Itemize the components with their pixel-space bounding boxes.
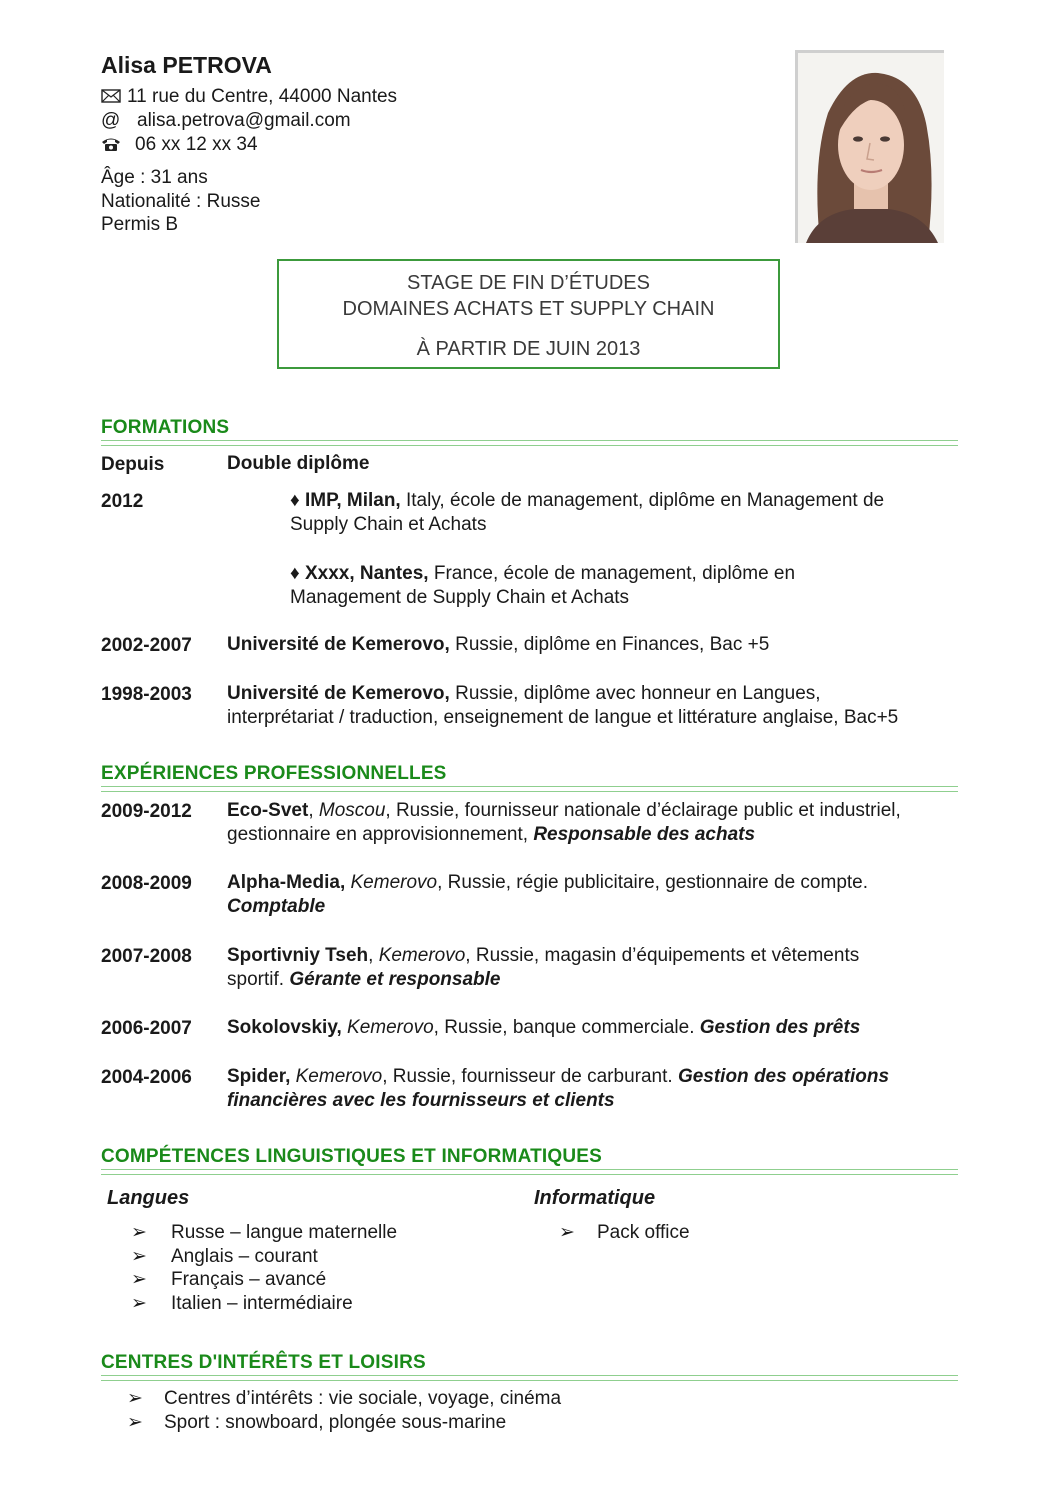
- experience-entry: Eco-Svet, Moscou, Russie, fournisseur nationale d’éclairage public et industriel, gestionnaire en approvisionnement, Responsable des achats: [227, 800, 901, 845]
- language-item: ➢ Français – avancé: [131, 1269, 327, 1290]
- formation-item-imp: ♦ IMP, Milan, Italy, école de management, diplôme en Management de Supply Chain et Achats: [290, 490, 885, 535]
- it-subtitle: Informatique: [534, 1187, 656, 1209]
- phone-icon: [101, 134, 135, 156]
- experience-date: 2007-2008: [101, 946, 192, 967]
- section-title-skills: COMPÉTENCES LINGUISTIQUES ET INFORMATIQUES: [101, 1146, 603, 1167]
- diamond-bullet-icon: ♦: [290, 563, 305, 584]
- language-item: ➢ Italien – intermédiaire: [131, 1293, 353, 1314]
- arrow-bullet-icon: ➢: [559, 1222, 575, 1243]
- experience-entry: Sokolovskiy, Kemerovo, Russie, banque commerciale. Gestion des prêts: [227, 1017, 861, 1038]
- section-divider: [101, 1169, 958, 1175]
- arrow-bullet-icon: ➢: [127, 1412, 143, 1433]
- envelope-icon: [101, 86, 127, 108]
- interest-item: ➢ Centres d’intérêts : vie sociale, voyage, cinéma: [127, 1388, 562, 1409]
- section-title-interests: CENTRES D'INTÉRÊTS ET LOISIRS: [101, 1352, 426, 1373]
- section-divider: [101, 1375, 958, 1381]
- license-text: Permis B: [101, 214, 179, 235]
- experience-entry: Alpha-Media, Kemerovo, Russie, régie publicitaire, gestionnaire de compte. Comptable: [227, 872, 869, 917]
- candidate-name: Alisa PETROVA: [101, 52, 272, 78]
- objective-line-3: À PARTIR DE JUIN 2013: [416, 338, 641, 360]
- at-icon: @: [101, 110, 121, 131]
- nationality-text: Nationalité : Russe: [101, 191, 261, 212]
- formation-date: 1998-2003: [101, 684, 192, 705]
- phone-text: 06 xx 12 xx 34: [135, 134, 258, 155]
- age-text: Âge : 31 ans: [101, 167, 208, 188]
- experience-date: 2009-2012: [101, 801, 192, 822]
- experience-entry: Spider, Kemerovo, Russie, fournisseur de carburant. Gestion des opérations financières avec les fournisseurs et clients: [227, 1066, 890, 1111]
- arrow-bullet-icon: ➢: [131, 1222, 147, 1243]
- section-title-experiences: EXPÉRIENCES PROFESSIONNELLES: [101, 763, 447, 784]
- address-line: [101, 86, 397, 108]
- formation-header-date: Depuis: [101, 454, 165, 475]
- formation-item-nantes: ♦ Xxxx, Nantes, France, école de management, diplôme en Management de Supply Chain et Achats: [290, 563, 796, 608]
- email-text[interactable]: alisa.petrova@gmail.com: [137, 110, 351, 131]
- diamond-bullet-icon: ♦: [290, 490, 305, 511]
- formation-entry: Université de Kemerovo, Russie, diplôme en Finances, Bac +5: [227, 634, 770, 655]
- languages-subtitle: Langues: [107, 1187, 190, 1209]
- experience-entry: Sportivniy Tseh, Kemerovo, Russie, magasin d’équipements et vêtements sportif. Gérante et responsable: [227, 945, 860, 990]
- experience-date: 2008-2009: [101, 873, 192, 894]
- arrow-bullet-icon: ➢: [131, 1293, 147, 1314]
- address-text: 11 rue du Centre, 44000 Nantes: [127, 86, 398, 107]
- arrow-bullet-icon: ➢: [131, 1269, 147, 1290]
- language-item: ➢ Anglais – courant: [131, 1246, 318, 1267]
- section-title-formations: FORMATIONS: [101, 417, 230, 438]
- objective-box: [277, 259, 780, 369]
- interest-item: ➢ Sport : snowboard, plongée sous-marine: [127, 1412, 507, 1433]
- formation-year: 2012: [101, 491, 144, 512]
- objective-line-2: DOMAINES ACHATS ET SUPPLY CHAIN: [342, 298, 715, 320]
- objective-line-1: STAGE DE FIN D’ÉTUDES: [407, 272, 650, 294]
- experience-date: 2006-2007: [101, 1018, 192, 1039]
- section-divider: [101, 440, 958, 446]
- arrow-bullet-icon: ➢: [131, 1246, 147, 1267]
- arrow-bullet-icon: ➢: [127, 1388, 143, 1409]
- formation-date: 2002-2007: [101, 635, 192, 656]
- formation-header-label: Double diplôme: [227, 453, 370, 474]
- language-item: ➢ Russe – langue maternelle: [131, 1222, 398, 1243]
- section-divider: [101, 786, 958, 792]
- formation-entry: Université de Kemerovo, Russie, diplôme avec honneur en Langues, interprétariat / traduction, enseignement de langue et littérature anglaise, Bac+5: [227, 683, 899, 728]
- profile-photo: [795, 50, 944, 243]
- phone-line: [101, 134, 258, 156]
- email-line: [101, 110, 351, 132]
- experience-date: 2004-2006: [101, 1067, 192, 1088]
- it-item: ➢ Pack office: [559, 1222, 690, 1243]
